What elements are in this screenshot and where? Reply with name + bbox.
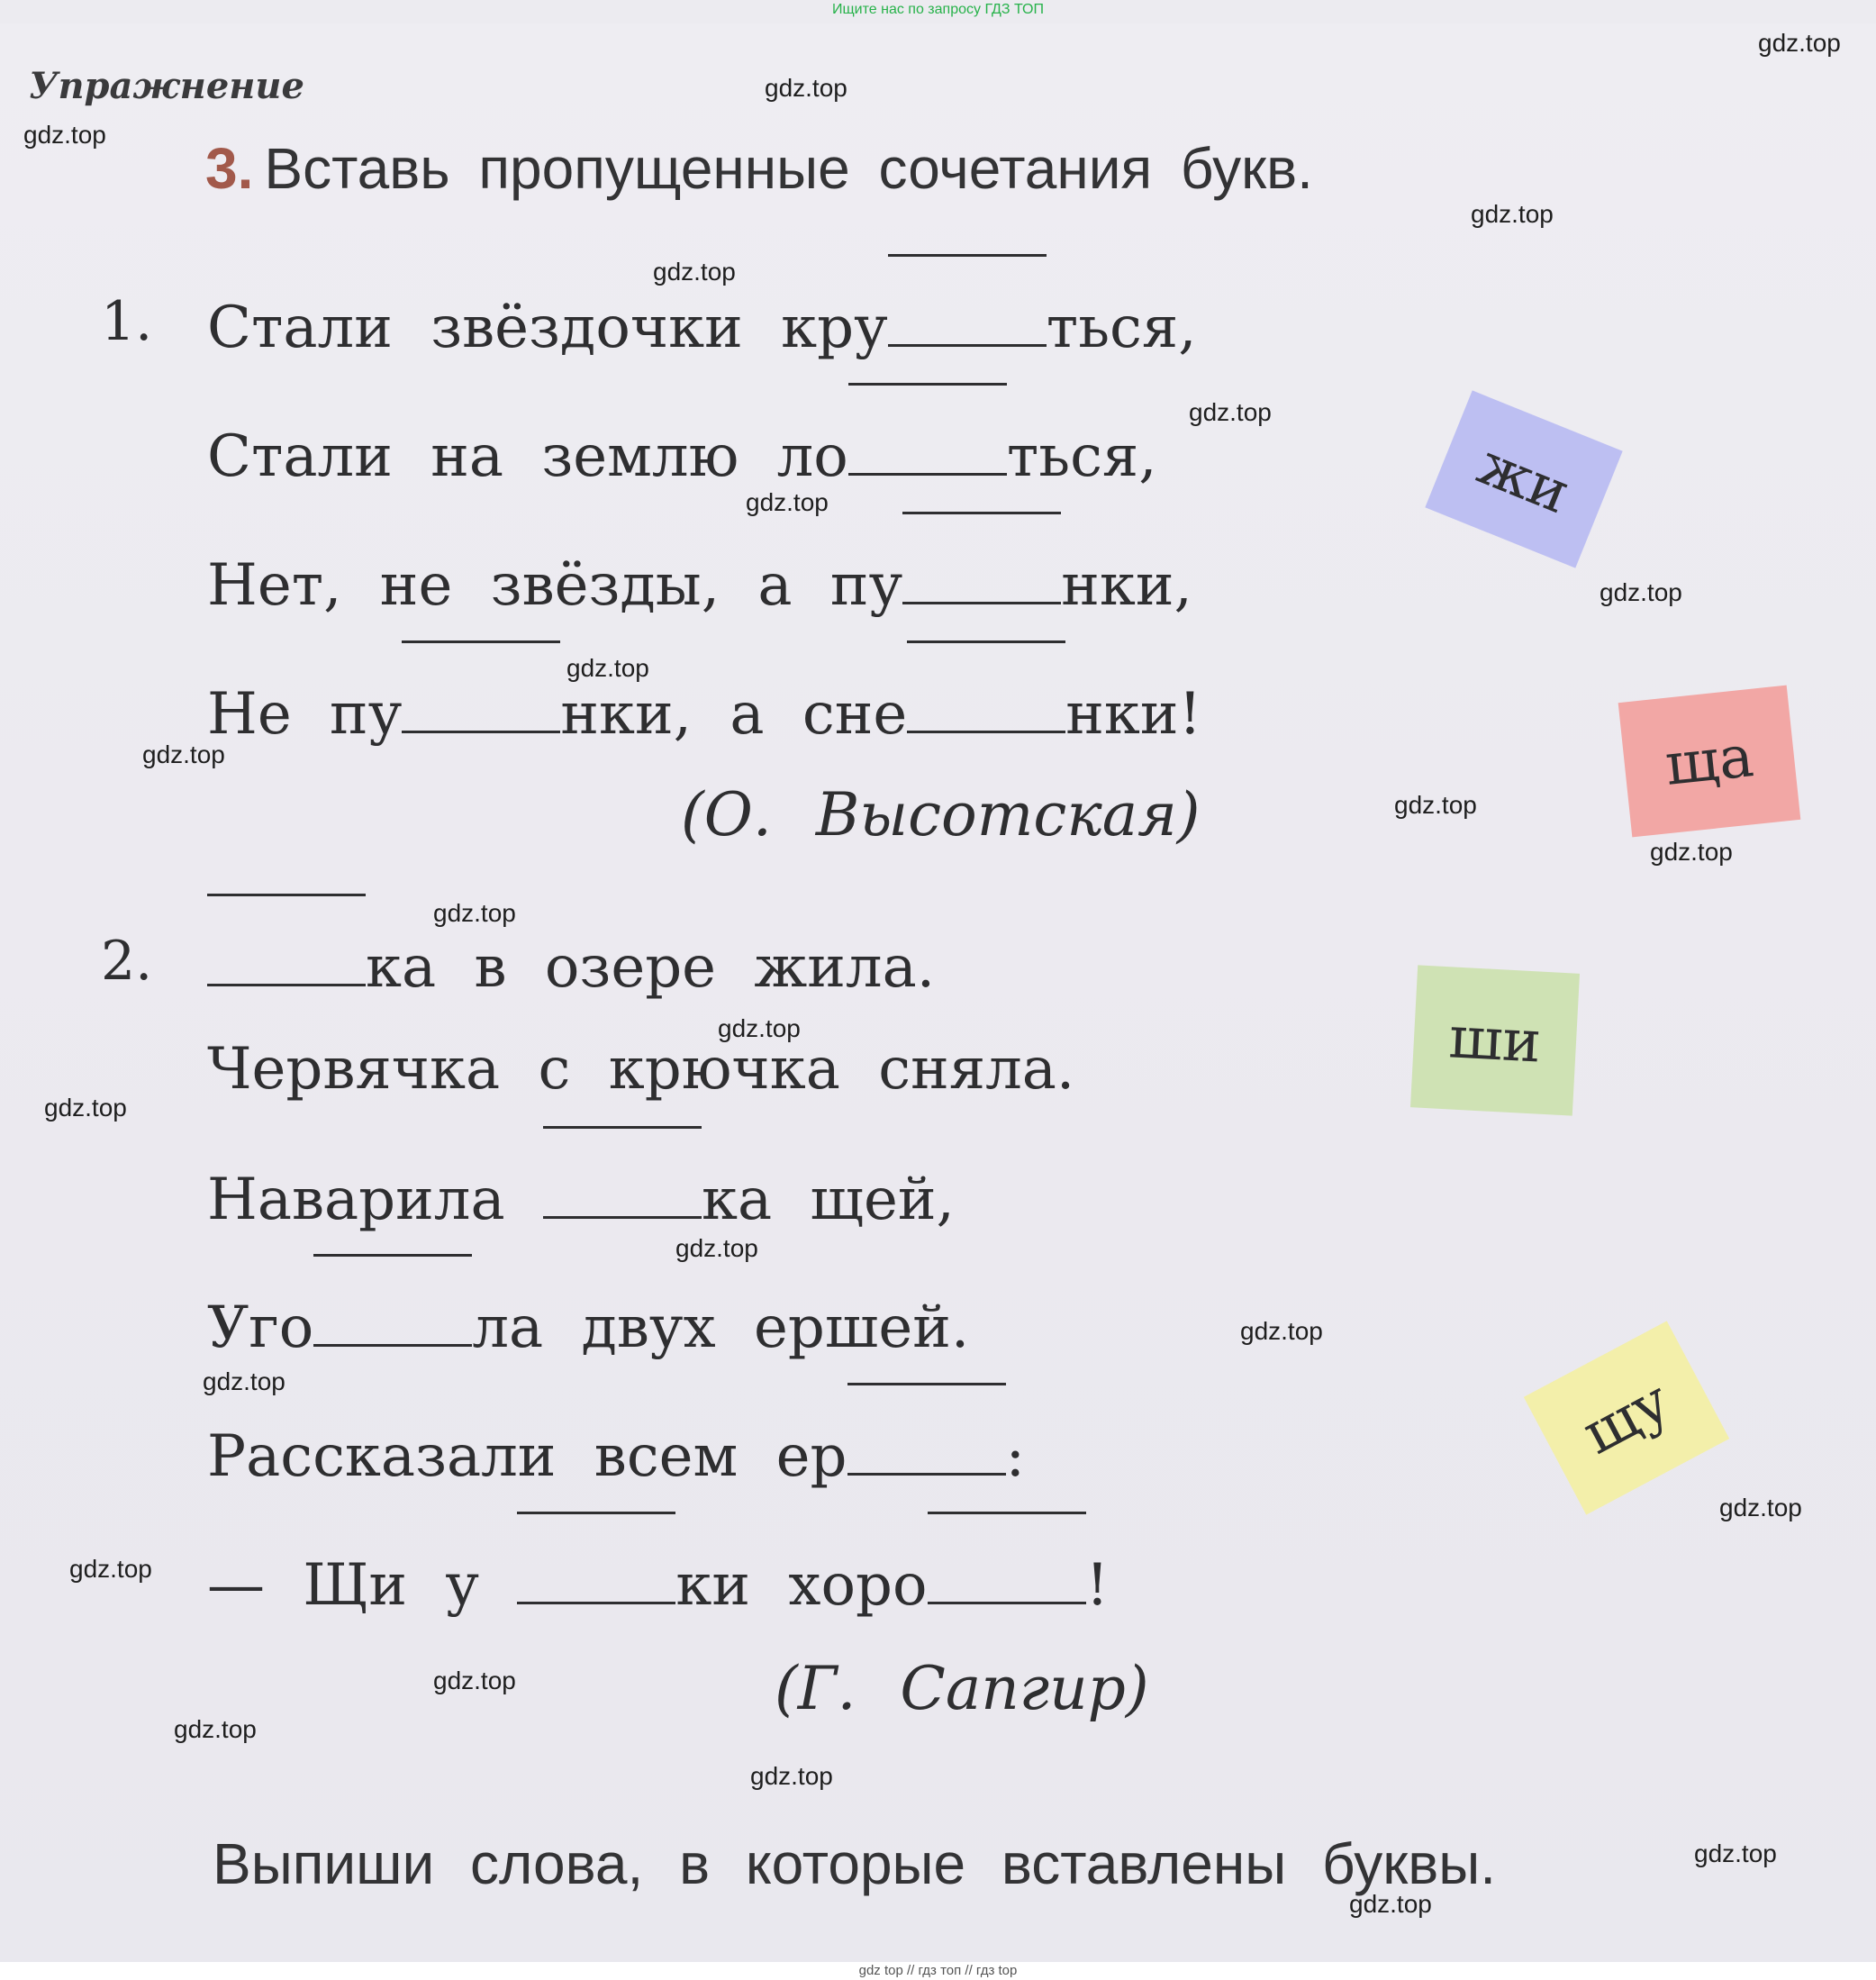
top-banner[interactable]: Ищите нас по запросу ГДЗ ТОП bbox=[832, 2, 1044, 17]
watermark: gdz.top bbox=[1189, 398, 1272, 426]
line-text: Нет, не звёзды, а пу bbox=[207, 552, 903, 619]
answer-blank[interactable] bbox=[543, 1162, 702, 1219]
task-heading bbox=[205, 135, 1313, 202]
poem2-line-1 bbox=[207, 930, 935, 1001]
poem2-line-4 bbox=[207, 1290, 969, 1361]
poem2-line-5 bbox=[207, 1419, 1025, 1490]
watermark: gdz.top bbox=[750, 1762, 833, 1790]
answer-blank[interactable] bbox=[888, 290, 1047, 347]
line-text: Червячка с крючка сняла. bbox=[207, 1036, 1075, 1103]
line-text: — Щи у bbox=[207, 1552, 518, 1619]
answer-blank[interactable] bbox=[847, 1419, 1006, 1476]
watermark: gdz.top bbox=[566, 654, 649, 682]
watermark: gdz.top bbox=[765, 74, 847, 102]
line-text: Уго bbox=[207, 1294, 314, 1361]
watermark: gdz.top bbox=[203, 1367, 285, 1395]
line-text: ка в озере жила. bbox=[366, 934, 936, 1001]
poem1-line-4 bbox=[207, 677, 1201, 748]
watermark: gdz.top bbox=[1758, 29, 1841, 57]
watermark: gdz.top bbox=[69, 1555, 152, 1583]
line-text: Рассказали всем ер bbox=[207, 1423, 847, 1490]
poem1-line-1 bbox=[207, 290, 1197, 361]
line-text: Стали звёздочки кру bbox=[207, 295, 888, 361]
letter-card-shi: ши bbox=[1410, 965, 1580, 1115]
line-text: нки, bbox=[1061, 552, 1192, 619]
line-text: ться, bbox=[1046, 295, 1197, 361]
poem2-number: 2. bbox=[101, 930, 153, 993]
watermark: gdz.top bbox=[433, 1667, 516, 1694]
line-text: Наварила bbox=[207, 1167, 543, 1233]
bottom-banner: gdz top // гдз топ // гдз top bbox=[0, 1962, 1876, 1980]
watermark: gdz.top bbox=[718, 1014, 801, 1042]
answer-blank[interactable] bbox=[402, 677, 560, 733]
letter-card-shchu: щу bbox=[1524, 1321, 1729, 1514]
letter-card-shcha: ща bbox=[1618, 686, 1801, 838]
line-text: ки хоро bbox=[675, 1552, 928, 1619]
answer-blank[interactable] bbox=[928, 1548, 1086, 1604]
section-label: Упражнение bbox=[29, 65, 304, 107]
task-text: Вставь пропущенные сочетания букв. bbox=[264, 136, 1313, 201]
watermark: gdz.top bbox=[675, 1234, 758, 1262]
line-text: Стали на землю ло bbox=[207, 423, 848, 490]
watermark: gdz.top bbox=[23, 121, 106, 149]
task-number: 3. bbox=[205, 136, 254, 201]
watermark: gdz.top bbox=[653, 258, 736, 286]
watermark: gdz.top bbox=[1650, 838, 1733, 866]
watermark: gdz.top bbox=[1471, 200, 1554, 228]
letter-card-zhi: жи bbox=[1425, 390, 1622, 568]
line-text: ла двух ершей. bbox=[472, 1294, 970, 1361]
line-text: ться, bbox=[1006, 423, 1157, 490]
poem2-line-2 bbox=[207, 1036, 1074, 1103]
poem2-line-6 bbox=[207, 1548, 1109, 1619]
watermark: gdz.top bbox=[1240, 1317, 1323, 1345]
watermark: gdz.top bbox=[174, 1715, 257, 1743]
line-text: : bbox=[1005, 1423, 1026, 1490]
answer-blank[interactable] bbox=[313, 1290, 472, 1347]
watermark: gdz.top bbox=[746, 488, 829, 516]
watermark: gdz.top bbox=[1349, 1890, 1432, 1918]
answer-blank[interactable] bbox=[207, 930, 366, 986]
watermark: gdz.top bbox=[1394, 791, 1477, 819]
watermark: gdz.top bbox=[1719, 1494, 1802, 1521]
watermark: gdz.top bbox=[1600, 578, 1682, 606]
answer-blank[interactable] bbox=[517, 1548, 675, 1604]
answer-blank[interactable] bbox=[902, 548, 1061, 604]
poem1-line-3 bbox=[207, 548, 1192, 619]
poem1-author: (О. Высотская) bbox=[681, 780, 1201, 849]
line-text: нки, а сне bbox=[560, 681, 908, 748]
watermark: gdz.top bbox=[1694, 1839, 1777, 1867]
watermark: gdz.top bbox=[44, 1094, 127, 1122]
poem1-line-2 bbox=[207, 419, 1157, 490]
poem2-author: (Г. Сапгир) bbox=[775, 1654, 1149, 1723]
watermark: gdz.top bbox=[142, 740, 225, 768]
poem1-number: 1. bbox=[101, 290, 153, 353]
line-text: ! bbox=[1085, 1552, 1110, 1619]
bottom-task: Выпиши слова, в которые вставлены буквы. bbox=[213, 1831, 1496, 1896]
line-text: нки! bbox=[1065, 681, 1202, 748]
line-text: ка щей, bbox=[701, 1167, 955, 1233]
answer-blank[interactable] bbox=[907, 677, 1065, 733]
watermark: gdz.top bbox=[433, 899, 516, 927]
line-text: Не пу bbox=[207, 681, 403, 748]
answer-blank[interactable] bbox=[848, 419, 1007, 476]
poem2-line-3 bbox=[207, 1162, 955, 1233]
